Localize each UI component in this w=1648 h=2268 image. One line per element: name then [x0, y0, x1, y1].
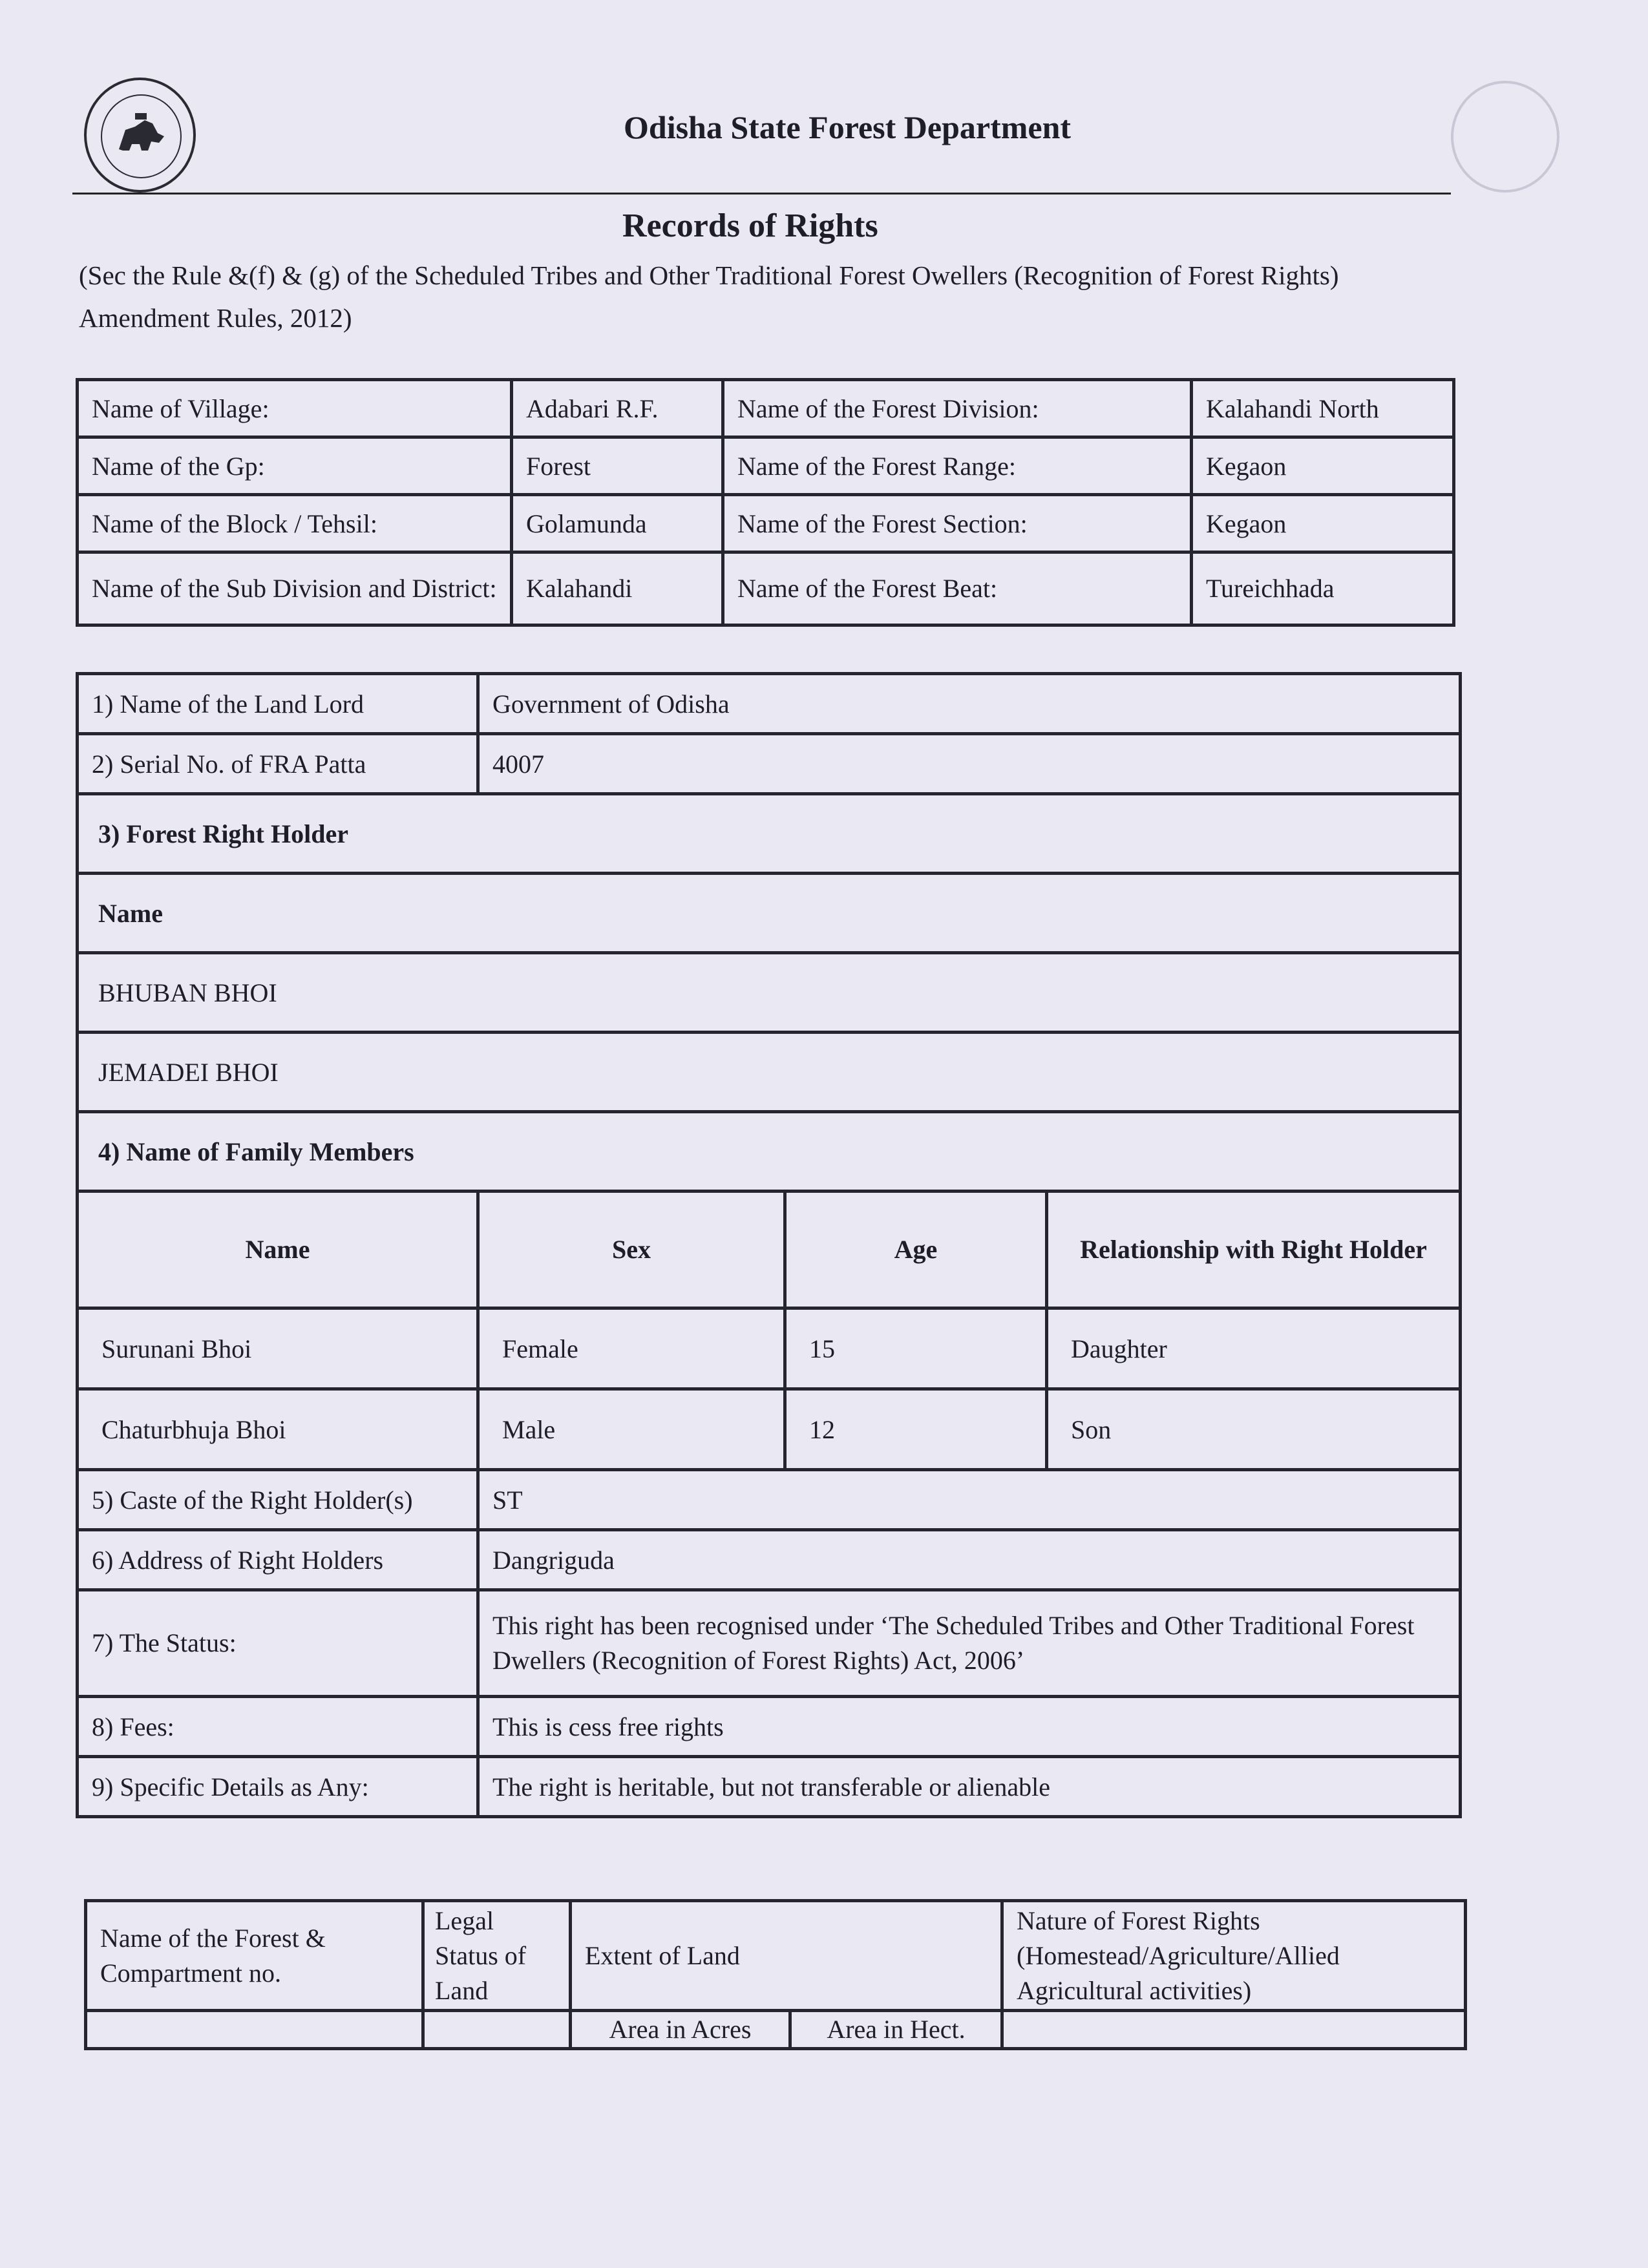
family-heading: 4) Name of Family Members [78, 1112, 1461, 1192]
label-forest-range: Name of the Forest Range: [723, 437, 1192, 495]
forest-compartment-cell [86, 2011, 423, 2049]
value-forest-division: Kalahandi North [1192, 380, 1454, 437]
label-block-tehsil: Name of the Block / Tehsil: [78, 495, 512, 552]
member-age: 12 [785, 1389, 1047, 1470]
family-member-row [78, 1389, 1461, 1470]
member-age: 15 [785, 1308, 1047, 1389]
seal-watermark-icon [1451, 81, 1559, 193]
family-col-relationship: Relationship with Right Holder [1047, 1192, 1461, 1308]
caste-label: 5) Caste of the Right Holder(s) [78, 1470, 478, 1530]
land-lord-row [78, 674, 1461, 734]
area-hect-header: Area in Hect. [790, 2011, 1002, 2049]
name-heading-row [78, 874, 1461, 953]
location-row [78, 380, 1454, 437]
member-sex: Female [478, 1308, 785, 1389]
fees-row [78, 1697, 1461, 1757]
family-col-name: Name [78, 1192, 478, 1308]
location-row [78, 437, 1454, 495]
specific-details-value: The right is heritable, but not transferable or alienable [478, 1757, 1461, 1817]
member-sex: Male [478, 1389, 785, 1470]
label-forest-beat: Name of the Forest Beat: [723, 552, 1192, 625]
value-block-tehsil: Golamunda [512, 495, 723, 552]
name-heading: Name [78, 874, 1461, 953]
caste-value: ST [478, 1470, 1461, 1530]
col-forest-compartment: Name of the Forest & Compartment no. [86, 1901, 423, 2011]
right-holder-heading-row [78, 794, 1461, 874]
location-table [76, 378, 1455, 627]
address-value: Dangriguda [478, 1530, 1461, 1590]
holder-row [78, 953, 1461, 1033]
label-village: Name of Village: [78, 380, 512, 437]
legal-status-cell [423, 2011, 571, 2049]
member-name: Surunani Bhoi [78, 1308, 478, 1389]
fees-value: This is cess free rights [478, 1697, 1461, 1757]
label-forest-division: Name of the Forest Division: [723, 380, 1192, 437]
address-label: 6) Address of Right Holders [78, 1530, 478, 1590]
serial-row [78, 734, 1461, 794]
member-name: Chaturbhuja Bhoi [78, 1389, 478, 1470]
header-divider [72, 193, 1451, 194]
label-forest-section: Name of the Forest Section: [723, 495, 1192, 552]
land-lord-value: Government of Odisha [478, 674, 1461, 734]
fees-label: 8) Fees: [78, 1697, 478, 1757]
serial-label: 2) Serial No. of FRA Patta [78, 734, 478, 794]
col-legal-status: Legal Status of Land [423, 1901, 571, 2011]
right-holder-heading: 3) Forest Right Holder [78, 794, 1461, 874]
odisha-emblem-icon [84, 78, 196, 193]
rule-reference: (Sec the Rule &(f) & (g) of the Scheduled Tribes and Other Traditional Forest Owellers (Recognition of Forest Rights) Amendment Rules, 2012) [79, 260, 1339, 333]
value-forest-section: Kegaon [1192, 495, 1454, 552]
specific-details-label: 9) Specific Details as Any: [78, 1757, 478, 1817]
location-row [78, 495, 1454, 552]
holder-name: BHUBAN BHOI [78, 953, 1461, 1033]
family-member-row [78, 1308, 1461, 1389]
col-nature-of-rights: Nature of Forest Rights (Homestead/Agriculture/Allied Agricultural activities) [1002, 1901, 1466, 2011]
member-relationship: Daughter [1047, 1308, 1461, 1389]
holder-name: JEMADEI BHOI [78, 1033, 1461, 1112]
status-row [78, 1590, 1461, 1697]
forest-land-table [84, 1899, 1467, 2050]
forest-land-subheader-row [86, 2011, 1466, 2049]
land-lord-label: 1) Name of the Land Lord [78, 674, 478, 734]
status-value: This right has been recognised under ‘The Scheduled Tribes and Other Traditional Forest Dwellers (Recognition of Forest Rights) Act, 2006’ [478, 1590, 1461, 1697]
value-village: Adabari R.F. [512, 380, 723, 437]
address-row [78, 1530, 1461, 1590]
lion-emblem-icon [112, 110, 171, 162]
family-col-age: Age [785, 1192, 1047, 1308]
location-row [78, 552, 1454, 625]
serial-value: 4007 [478, 734, 1461, 794]
label-sub-division: Name of the Sub Division and District: [78, 552, 512, 625]
family-heading-row [78, 1112, 1461, 1192]
area-acres-header: Area in Acres [571, 2011, 790, 2049]
department-title: Odisha State Forest Department [624, 109, 1072, 145]
nature-of-rights-cell [1002, 2011, 1466, 2049]
forest-land-header-row [86, 1901, 1466, 2011]
status-label: 7) The Status: [78, 1590, 478, 1697]
member-relationship: Son [1047, 1389, 1461, 1470]
page-title: Records of Rights [622, 207, 878, 244]
specific-details-row [78, 1757, 1461, 1817]
family-col-sex: Sex [478, 1192, 785, 1308]
rights-details-table [76, 672, 1462, 1818]
holder-row [78, 1033, 1461, 1112]
label-gp: Name of the Gp: [78, 437, 512, 495]
family-header-row [78, 1192, 1461, 1308]
value-forest-range: Kegaon [1192, 437, 1454, 495]
value-forest-beat: Tureichhada [1192, 552, 1454, 625]
value-gp: Forest [512, 437, 723, 495]
col-extent-of-land: Extent of Land [571, 1901, 1002, 2011]
caste-row [78, 1470, 1461, 1530]
value-sub-division: Kalahandi [512, 552, 723, 625]
